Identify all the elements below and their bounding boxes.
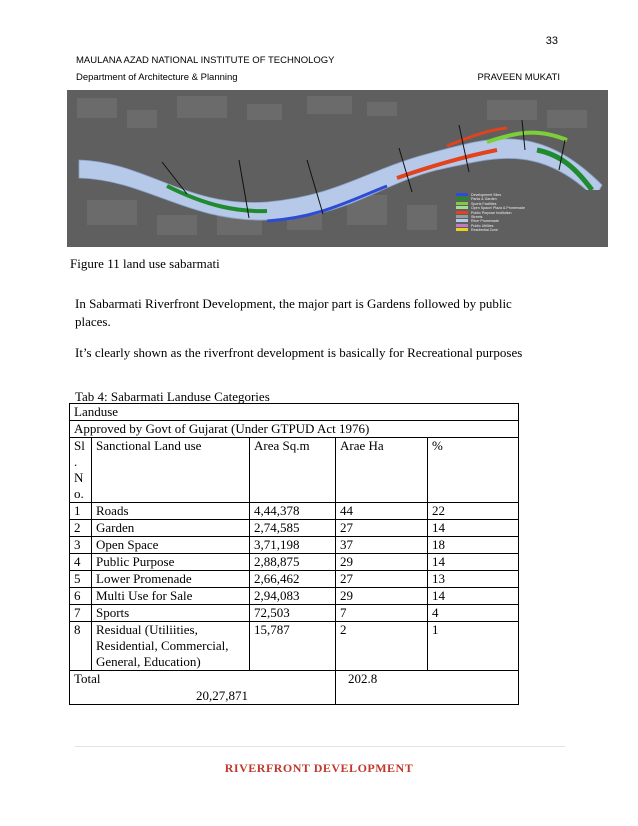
map-legend — [456, 193, 525, 233]
table-column-header-row — [70, 438, 519, 503]
cell-landuse: Sports — [92, 605, 250, 622]
col-header-percent: % — [428, 438, 519, 503]
legend-item: River Promenade — [456, 219, 525, 223]
cell-area-ha: 2 — [336, 622, 428, 671]
cell-area-ha: 29 — [336, 588, 428, 605]
cell-sl: 1 — [70, 503, 92, 520]
cell-percent: 4 — [428, 605, 519, 622]
cell-landuse: Garden — [92, 520, 250, 537]
table-row — [70, 622, 519, 671]
total-label: Total — [74, 671, 101, 686]
total-area: 20,27,871 — [196, 688, 248, 703]
cell-area-sqm: 72,503 — [250, 605, 336, 622]
legend-item: Public Purpose Institution — [456, 211, 525, 215]
header-institute: MAULANA AZAD NATIONAL INSTITUTE OF TECHNOLOGY — [76, 55, 335, 66]
cell-percent: 14 — [428, 554, 519, 571]
cell-landuse: Residual (Utiliities, Residential, Commercial, General, Education) — [92, 622, 250, 671]
col-header-landuse: Sanctional Land use — [92, 438, 250, 503]
col-header-area-ha: Arae Ha — [336, 438, 428, 503]
landuse-table — [69, 403, 519, 705]
cell-area-ha: 29 — [336, 554, 428, 571]
table-heading-approval: Approved by Govt of Gujarat (Under GTPUD Act 1976) — [70, 421, 519, 438]
legend-item: Residential Zone — [456, 228, 525, 232]
legend-item: Streets — [456, 215, 525, 219]
page-number: 33 — [545, 35, 558, 47]
body-paragraph-1: In Sabarmati Riverfront Development, the major part is Gardens followed by public places. — [75, 296, 512, 329]
cell-area-sqm: 2,66,462 — [250, 571, 336, 588]
cell-percent: 22 — [428, 503, 519, 520]
legend-swatch — [456, 193, 468, 196]
legend-swatch — [456, 197, 468, 200]
cell-sl: 4 — [70, 554, 92, 571]
legend-swatch — [456, 219, 468, 222]
table-row — [70, 520, 519, 537]
legend-item: Development Sites — [456, 193, 525, 197]
cell-area-sqm: 2,94,083 — [250, 588, 336, 605]
legend-swatch — [456, 215, 468, 218]
cell-percent: 13 — [428, 571, 519, 588]
table-heading-row — [70, 404, 519, 421]
footer-divider — [75, 746, 565, 747]
cell-landuse: Multi Use for Sale — [92, 588, 250, 605]
table-row — [70, 588, 519, 605]
table-title: Tab 4: Sabarmati Landuse Categories — [75, 389, 270, 404]
cell-area-ha: 27 — [336, 571, 428, 588]
land-use-map — [67, 90, 608, 247]
cell-percent: 18 — [428, 537, 519, 554]
cell-area-sqm: 4,44,378 — [250, 503, 336, 520]
cell-sl: 8 — [70, 622, 92, 671]
legend-item: Sports Facilities — [456, 202, 525, 206]
total-ha: 202.8 — [336, 671, 519, 705]
table-heading-landuse: Landuse — [70, 404, 519, 421]
table-row — [70, 503, 519, 520]
legend-swatch — [456, 228, 468, 231]
table-row — [70, 605, 519, 622]
table-row — [70, 537, 519, 554]
cell-area-ha: 37 — [336, 537, 428, 554]
footer-title: RIVERFRONT DEVELOPMENT — [224, 761, 414, 775]
cell-sl: 5 — [70, 571, 92, 588]
cell-area-ha: 7 — [336, 605, 428, 622]
cell-percent: 1 — [428, 622, 519, 671]
cell-landuse: Public Purpose — [92, 554, 250, 571]
cell-percent: 14 — [428, 520, 519, 537]
cell-area-sqm: 2,88,875 — [250, 554, 336, 571]
cell-landuse: Roads — [92, 503, 250, 520]
col-header-area-sqm: Area Sq.m — [250, 438, 336, 503]
legend-item: Public Utilities — [456, 224, 525, 228]
cell-area-sqm: 15,787 — [250, 622, 336, 671]
cell-landuse: Open Space — [92, 537, 250, 554]
table-row — [70, 571, 519, 588]
body-paragraph-2: It’s clearly shown as the riverfront development is basically for Recreational purposes — [75, 345, 523, 360]
cell-sl: 7 — [70, 605, 92, 622]
cell-percent: 14 — [428, 588, 519, 605]
table-row — [70, 554, 519, 571]
total-cell — [70, 671, 336, 705]
cell-area-sqm: 3,71,198 — [250, 537, 336, 554]
cell-area-sqm: 2,74,585 — [250, 520, 336, 537]
col-header-sl: Sl . N o. — [70, 438, 92, 503]
cell-sl: 3 — [70, 537, 92, 554]
header-author: PRAVEEN MUKATI — [477, 72, 560, 83]
legend-item: Open Space/ Plaza & Promenade — [456, 206, 525, 210]
cell-area-ha: 44 — [336, 503, 428, 520]
table-heading-row — [70, 421, 519, 438]
cell-sl: 6 — [70, 588, 92, 605]
cell-landuse: Lower Promenade — [92, 571, 250, 588]
legend-swatch — [456, 206, 468, 209]
figure-caption: Figure 11 land use sabarmati — [70, 256, 220, 271]
legend-item: Parks & Garden — [456, 197, 525, 201]
table-total-row — [70, 671, 519, 705]
cell-sl: 2 — [70, 520, 92, 537]
legend-swatch — [456, 202, 468, 205]
legend-swatch — [456, 211, 468, 214]
header-department: Department of Architecture & Planning — [76, 72, 238, 83]
cell-area-ha: 27 — [336, 520, 428, 537]
legend-swatch — [456, 224, 468, 227]
